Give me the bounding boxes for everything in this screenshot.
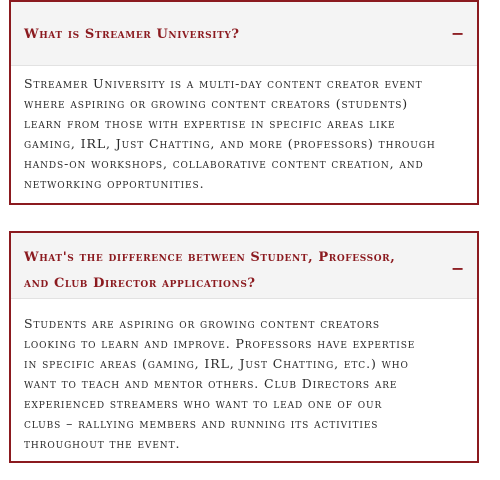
faq-item-what-is-streamer-university	[9, 0, 479, 205]
answer-line: experienced streamers who want to lead one of our	[24, 396, 383, 411]
collapse-minus-icon[interactable]: −	[451, 24, 465, 43]
answer-line: want to teach and mentor others. Club Directors are	[24, 376, 398, 391]
answer-line: hands-on workshops, collaborative content creation, and	[24, 156, 424, 171]
faq-question-text	[24, 245, 395, 297]
answer-line: throughout the event.	[24, 436, 181, 451]
answer-line: gaming, IRL, Just Chatting, and more (professors) through	[24, 136, 436, 151]
answer-line: Students are aspiring or growing content creators	[24, 316, 380, 331]
faq-question-header[interactable]	[11, 2, 477, 66]
faq-answer-text	[11, 66, 477, 194]
answer-line: looking to learn and improve. Professors have expertise	[24, 336, 416, 351]
faq-item-application-differences	[9, 231, 479, 463]
question-line: What's the difference between Student, Professor,	[24, 250, 396, 265]
answer-line: where aspiring or growing content creators (students)	[24, 96, 409, 111]
collapse-minus-icon[interactable]: −	[451, 259, 465, 278]
answer-line: Streamer University is a multi-day content creator event	[24, 76, 423, 91]
answer-line: in specific areas (gaming, IRL, Just Chatting, etc.) who	[24, 356, 409, 371]
faq-answer-text	[11, 299, 477, 454]
answer-line: learn from those with expertise in specific areas like	[24, 116, 396, 131]
answer-line: networking opportunities.	[24, 176, 205, 191]
question-line: and Club Director applications?	[24, 276, 256, 291]
faq-question-text: What is Streamer University?	[24, 27, 240, 42]
faq-question-header[interactable]	[11, 233, 477, 299]
answer-line: clubs – rallying members and running its activities	[24, 416, 379, 431]
